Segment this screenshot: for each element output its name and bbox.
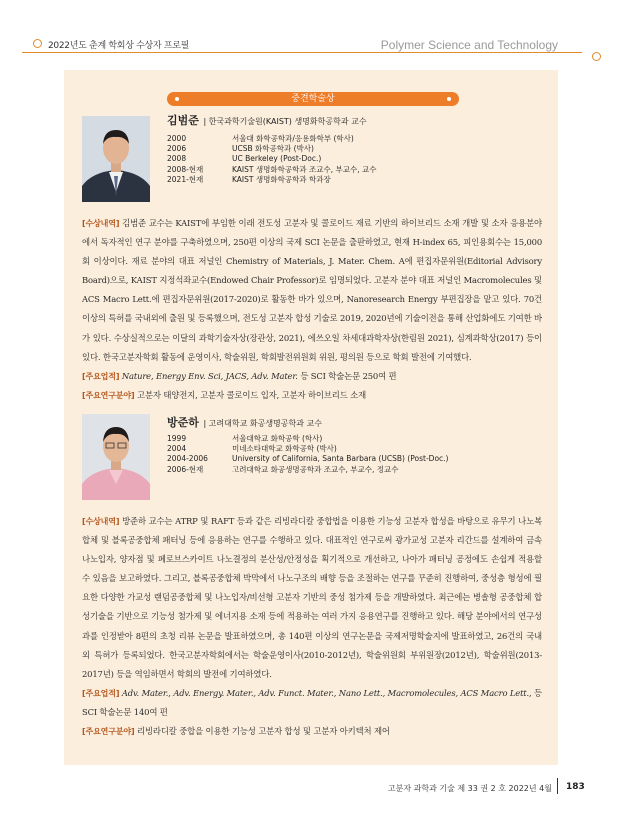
person2-affiliation: | 고려대학교 화공생명공학과 교수 [203, 419, 322, 428]
person2-journals-label: [주요업적] [82, 688, 120, 698]
banner-dot-right [447, 97, 451, 101]
person2-award-label: [수상내역] [82, 517, 120, 526]
person1-journals-label: [주요업적] [82, 371, 120, 381]
career-row: 2006-현재 고려대학교 화공생명공학과 조교수, 부교수, 정교수 [167, 464, 399, 474]
header-dot-left [33, 39, 42, 48]
person2-research-label: [주요연구분야] [82, 727, 135, 737]
header-dot-right [592, 52, 601, 61]
career-row: 1999 서울대학교 화학공학 (학사) [167, 434, 323, 443]
section-title: 2022년도 춘계 학회상 수상자 프로필 [48, 41, 190, 51]
header-rule [22, 52, 582, 53]
person1-award-text: 김범준 교수는 KAIST에 부임한 이래 전도성 고분자 및 콜로이드 재료 기반의 하이브리드 소재 개발 및 소자 응용분야에서 독자적인 연구 분야를 구축하였으며, 250편 이상의 국제 SCI 논문을 출판하였고, 현재 H-index 65, 피인용회수는 15,000회 이상이다. 재료 분야의 대표 저널인 Chemistry of Materials, J. Mater. Chem. A에 편집자문위원(Editorial Advisory Board)으로, KAIST 지정석좌교수(Endowed Chair Professor)로 임명되었다. 고분자 분야 대표 저널인 Macromolecules 및 ACS Macro Lett.에 편집자문위원(2017-2020)로 활동한 바가 있으며, Nanoresearch Energy 부편집장을 맡고 있다. 70건 이상의 특허를 국내외에 출원 및 등록했으며, 전도성 고분자 합성 기술로 2019, 2020년에 기술이전을 통해 산업화에도 기여한 바가 있다. 수상실적으로는 이달의 과학기술자상(장관상, 2021), 에쓰오일 차세대과학자상(한림원 2021), 심계과학상(2017) 등이 있다. 한국고분자학회 활동에 운영이사, 학술위원, 학회발전위원회 위원, 평의원 등으로 학회 발전에 기여했다. [82, 218, 542, 362]
person2-career [167, 434, 448, 475]
person1-heading [167, 112, 367, 128]
person1-research-label: [주요연구분야] [82, 390, 135, 400]
person1-award-label: [수상내역] [82, 219, 120, 228]
person1-affiliation: | 한국과학기술원(KAIST) 생명화학공학과 교수 [203, 117, 367, 126]
award-category: 중견학술상 [291, 94, 335, 104]
person2-award-paragraph [82, 512, 542, 741]
person1-career [167, 134, 376, 185]
career-row: 2008 UC Berkeley (Post-Doc.) [167, 154, 322, 164]
portrait-photo-2 [82, 414, 150, 500]
person2-journals-text: Adv. Mater., Adv. Energy. Mater., Adv. Funct. Mater., Nano Lett., Macromolecules, ACS Macro Lett., [121, 687, 532, 698]
person1-journals-text: Nature, Energy Env. Sci, JACS, Adv. Mater. [121, 370, 298, 381]
career-row: 2008-현재 KAIST 생명화학공학과 조교수, 부교수, 교수 [167, 164, 377, 174]
person1-journals-suffix: 등 SCI 학술논문 250여 편 [297, 370, 397, 381]
person2-heading [167, 414, 322, 430]
career-row: 2021-현재 KAIST 생명화학공학과 학과장 [167, 174, 331, 184]
person2-journals-suffix: 등 SCI 학술논문 140여 편 [82, 687, 543, 717]
footer-journal-info: 고분자 과학과 기술 제 33 권 2 호 2022년 4월 [387, 784, 552, 793]
portrait-photo-1 [82, 116, 150, 202]
page-number: 183 [566, 782, 585, 792]
career-row: 2000 서울대 화학공학과/응용화학부 (학사) [167, 134, 354, 143]
person1-research-text: 고분자 태양전지, 고분자 콜로이드 입자, 고분자 하이브리드 소재 [137, 389, 367, 400]
journal-brand: Polymer Science and Technology [380, 38, 558, 52]
career-row: 2004 미네소타대학교 화학공학 (박사) [167, 444, 337, 454]
career-row: 2006 UCSB 화학공학과 (박사) [167, 144, 314, 154]
footer-divider [557, 778, 558, 794]
person1-name: 김범준 [167, 114, 199, 127]
person2-research-text: 리빙라디칼 중합을 이용한 기능성 고분자 합성 및 고분자 아키텍처 제어 [137, 726, 390, 737]
person1-award-paragraph [82, 214, 542, 405]
award-banner [167, 92, 459, 106]
career-row: 2004-2006 University of California, Santa Barbara (UCSB) (Post-Doc.) [167, 454, 449, 464]
person2-award-text: 방준하 교수는 ATRP 및 RAFT 등과 같은 리빙라디칼 중합법을 이용한 기능성 고분자 합성을 바탕으로 유무기 나노복합체 및 블록공중합체 패터닝 등에 응용하는 연구를 수행하고 있다. 대표적인 연구로써 광가교성 고분자 리간드를 설계하여 금속 나노입자, 양자점 및 페로브스카이트 나노결정의 분산성/안정성을 획기적으로 개선하고, 나아가 패터닝 공정에도 손쉽게 적용할 수 있음을 보고하였다. 그리고, 블록공중합체 박막에서 나노구조의 배향 등을 조절하는 연구를 꾸준히 진행하여, 중성층 형성에 필요한 다양한 가교성 랜덤공중합체 및 나노입자/비선형 고분자 기반의 중성 첨가제 등을 개발하였다. 최근에는 병솔형 공중합체 합성기술을 기반으로 기능성 첨가제 및 에너지용 소재 등에 적용하는 여러 가지 응용연구를 진행하고 있다. 해당 분야에서의 연구성과를 인정받아 8편의 초청 리뷰 논문을 발표하였으며, 총 140편 이상의 연구논문을 국제저명학술지에 발표하였고, 26건의 국내외 특허가 등록되었다. 한국고분자학회에서는 학술운영이사(2010-2012년), 학술위원회 부위원장(2012년), 학술위원(2013-2017년) 등을 역임하면서 학회의 발전에 기여하였다. [82, 516, 543, 679]
person2-name: 방준하 [167, 416, 199, 429]
